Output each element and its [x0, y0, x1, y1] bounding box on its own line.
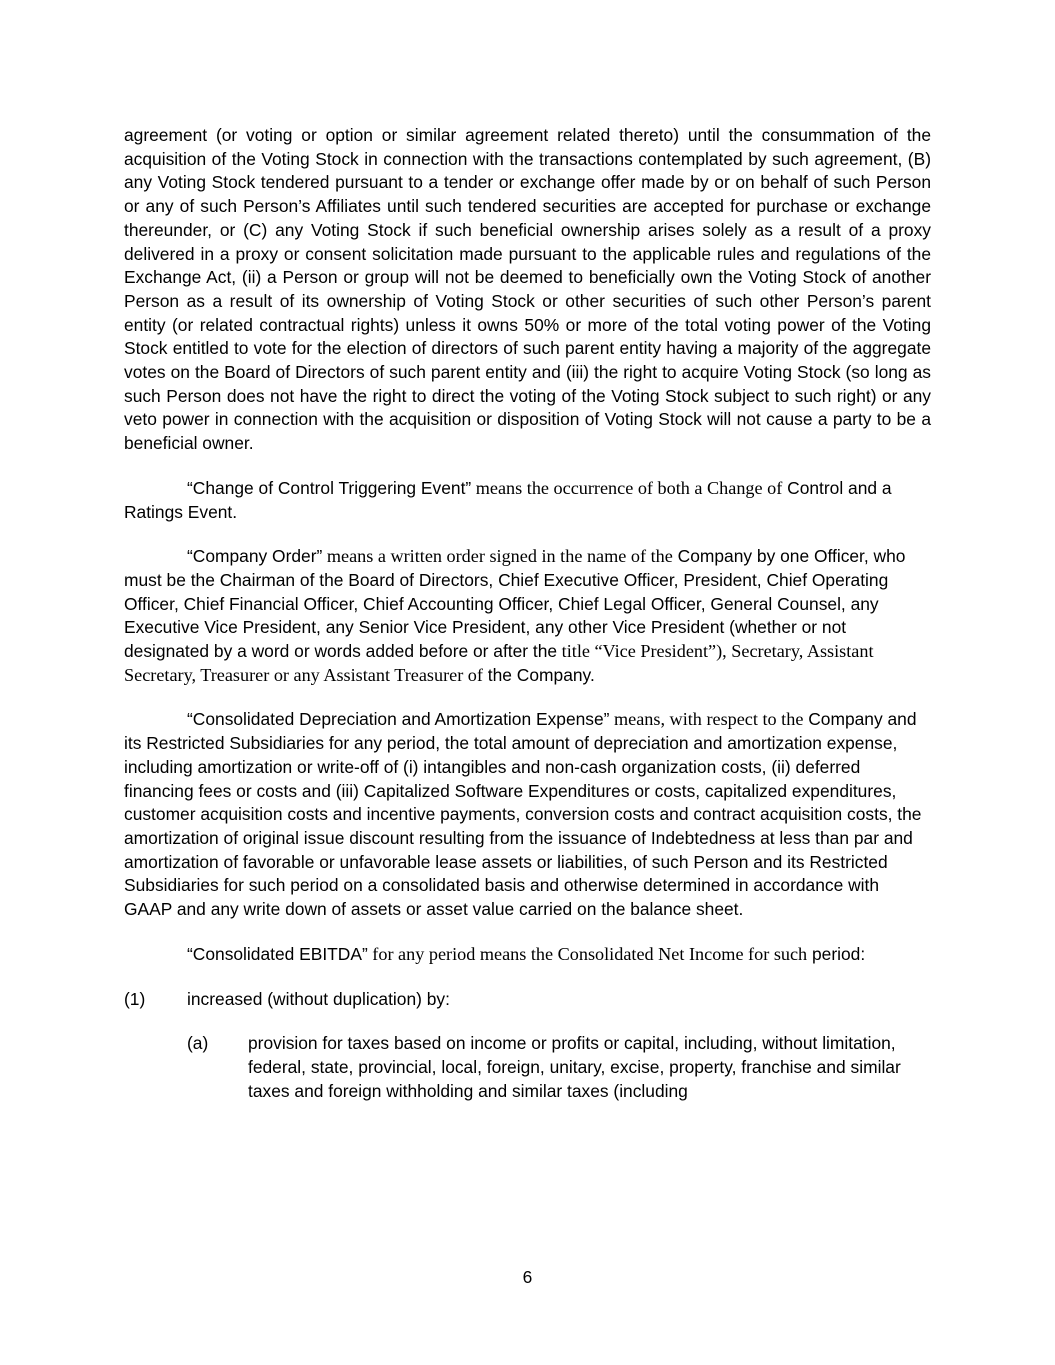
defined-term: “Company Order”: [187, 546, 323, 567]
definition-text-serif-2: title “Vice President”), Secretary, Assistant Secretary, Treasurer or any Assistant Treasurer of: [124, 641, 874, 685]
definition-text: period:: [807, 943, 866, 964]
paragraph-voting-stock: [124, 124, 931, 456]
definition-text-serif: for any period means the Consolidated Net Income for such: [367, 943, 808, 964]
defined-term: “Consolidated Depreciation and Amortization Expense”: [187, 709, 610, 730]
definition-consolidated-depreciation-amortization: [124, 708, 931, 921]
list-text: provision for taxes based on income or profits or capital, including, without limitation, federal, state, provincial, local, foreign, unitary, excise, property, franchise and similar taxes and foreign withholding and similar taxes (including: [248, 1033, 901, 1101]
definition-text-serif: means a written order signed in the name of the: [322, 546, 673, 567]
list-text: increased (without duplication) by:: [187, 988, 450, 1009]
definition-change-of-control-triggering-event: [124, 477, 931, 524]
list-number: (1): [124, 988, 146, 1009]
definition-company-order: [124, 545, 931, 687]
list-item-1a: [124, 1032, 931, 1103]
definition-text-serif: means the occurrence of both a Change of: [471, 477, 783, 498]
definition-text-serif: means, with respect to the: [609, 709, 804, 730]
document-page: [124, 124, 931, 1103]
paragraph-voting-stock-text: agreement (or voting or option or similar agreement related thereto) until the consummation of the acquisition of the Voting Stock in connection with the transactions contemplated by such agreement, (B) any Voting Stock tendered pursuant to a tender or exchange offer made by or on behalf of such Person or any of such Person’s Affiliates until such tendered securities are accepted for purchase or exchange thereunder, or (C) any Voting Stock if such beneficial ownership arises solely as a result of a proxy delivered in a proxy or consent solicitation made pursuant to the applicable rules and regulations of the Exchange Act, (ii) a Person or group will not be deemed to beneficially own the Voting Stock of another Person as a result of its ownership of Voting Stock or other securities of such other Person’s parent entity (or related contractual rights) unless it owns 50% or more of the total voting power of the Voting Stock entitled to vote for the election of directors of such parent entity having a majority of the aggregate votes on the Board of Directors of such parent entity and (iii) the right to acquire Voting Stock (so long as such Person does not have the right to direct the voting of the Voting Stock subject to such right) or any veto power in connection with the acquisition or disposition of Voting Stock will not cause a party to be a beneficial owner.: [124, 125, 931, 454]
definition-text-end: the Company.: [482, 664, 595, 685]
defined-term: “Consolidated EBITDA”: [187, 943, 368, 964]
page-number: 6: [522, 1267, 533, 1287]
definition-text: Company by one Officer, who must be the Chairman of the Board of Directors, Chief Executive Officer, President, Chief Operating Officer, Chief Financial Officer, Chief Accounting Officer, Chief Legal Officer, General Counsel, any Executive Vice President, any Senior Vice President, any other Vice President (whether or not designated by a word or words added before or after the: [124, 546, 906, 662]
definition-text: Control and a Ratings Event.: [124, 477, 892, 522]
definition-consolidated-ebitda: [124, 943, 931, 967]
definition-text: Company and its Restricted Subsidiaries for any period, the total amount of depreciation and amortization expense, including amortization or write-off of (i) intangibles and non-cash organization costs, (ii) deferred financing fees or costs and (iii) Capitalized Software Expenditures or costs, capitalized expenditures, customer acquisition costs and incentive payments, conversion costs and contract acquisition costs, the amortization of original issue discount resulting from the issuance of Indebtedness at less than par and amortization of favorable or unfavorable lease assets or liabilities, of such Person and its Restricted Subsidiaries for such period on a consolidated basis and otherwise determined in accordance with GAAP and any write down of assets or asset value carried on the balance sheet.: [124, 709, 922, 920]
defined-term: “Change of Control Triggering Event”: [187, 477, 472, 498]
list-item-1: [124, 988, 931, 1012]
list-letter: (a): [187, 1033, 209, 1054]
